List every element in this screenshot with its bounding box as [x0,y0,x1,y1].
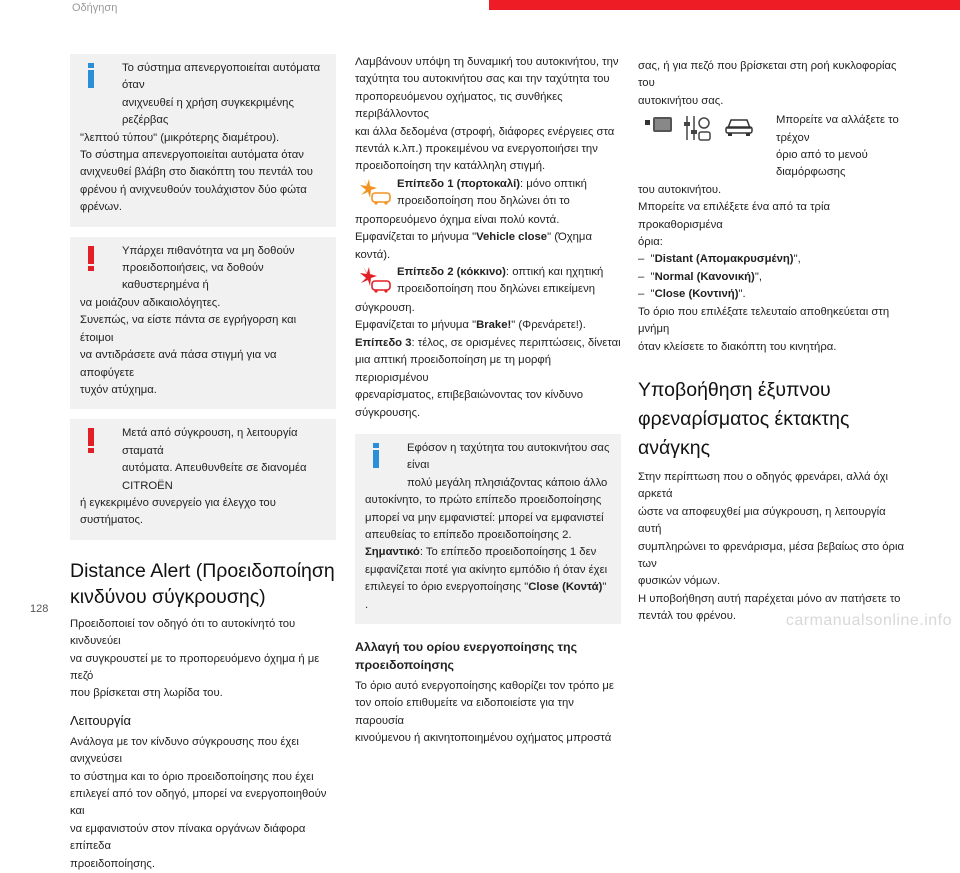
body-line: προειδοποίηση που δηλώνει ότι το [397,195,570,208]
body-line: Λαμβάνουν υπόψη τη δυναμική του αυτοκινήτου, την [355,56,619,68]
note-line: Το σύστημα απενεργοποιείται αυτόματα όταν [80,149,304,162]
body-line: συμπληρώνει το φρενάρισμα, μέσα βεβαίως στο όρια των [638,540,904,570]
menu-path-icons [644,112,772,148]
body-text: : τέλος, σε ορισμένες περιπτώσεις, δίνεται [411,336,621,349]
option-label: Close (Κοντινή) [654,288,739,301]
body-line: Προειδοποιεί τον οδηγό ότι το αυτοκίνητό του κινδυνεύει [70,617,296,648]
note-line: να μοιάζουν αδικαιολόγητες. [80,296,221,309]
running-head: Οδήγηση [72,2,118,14]
note-line: μπορεί να μην εμφανιστεί: μπορεί να εμφανιστεί [365,511,604,524]
note-text: " . [365,581,607,611]
body-line: προπορευόμενο όχημα είναι πολύ κοντά. [355,213,560,226]
note-line: αυτοκίνητο, το πρώτο επίπεδο προειδοποίησης [365,494,602,507]
close-threshold-label: Close (Κοντά) [528,581,603,594]
header-accent-bar [489,0,960,10]
note-line: ανιχνευθεί βλάβη στο διακόπτη του πεντάλ του [80,166,313,179]
body-line: επιλεγεί από τον οδηγό, μπορεί να ενεργοποιηθούν και [70,788,327,818]
column-middle [355,54,621,748]
body-line: όριο από το μενού διαμόρφωσης [776,149,868,179]
threshold-options [638,251,904,303]
note-text: επιλεγεί το όριο ενεργοποίησης " [365,581,529,594]
body-text: Εμφανίζεται το μήνυμα " [355,319,477,332]
note-line: φρένων. [80,201,123,214]
body-line: του αυτοκινήτου. [638,183,722,196]
column-right [638,58,904,626]
section-heading-distance-alert [70,558,336,610]
body-line: Στην περίπτωση που ο οδηγός φρενάρει, αλλά όχι αρκετά [638,470,889,501]
info-note [70,54,336,227]
warning-level-1 [355,176,621,212]
note-line: να αντιδράσετε ανά πάσα στιγμή για να αποφύγετε [80,349,277,379]
warning-icon [86,246,96,272]
section-heading-emergency-braking-assist [638,376,904,463]
body-line: Η υποβοήθηση αυτή παρέχεται μόνο αν πατήσετε το [638,592,901,605]
info-note [355,434,621,624]
message-vehicle-close: Vehicle close [476,231,548,244]
body-line: που βρίσκεται στη λωρίδα του. [70,687,223,700]
note-line: τυχόν ατύχημα. [80,383,157,396]
warning-note [70,419,336,539]
body-line: αυτοκινήτου σας. [638,94,724,107]
note-line: ή εγκεκριμένο συνεργείο για έλεγχο του συστήματος. [80,496,276,527]
note-line: ανιχνευθεί η χρήση συγκεκριμένης ρεζέρβας [122,96,294,127]
body-line: σας, ή για πεζό που βρίσκεται στη ροή κυκλοφορίας του [638,60,897,90]
menu-path-row [638,112,904,182]
note-line: Εφόσον η ταχύτητα του αυτοκινήτου σας είναι [407,441,610,472]
body-line: τον οποίο επιθυμείτε να ειδοποιείστε για την παρουσία [355,697,574,727]
heading-line: φρεναρίσματος έκτακτης [638,407,850,430]
body-line: και άλλα δεδομένα (στροφή, διάφορες ενέργειες στα [355,125,615,138]
note-line: απευθείας το επίπεδο προειδοποίησης 2. [365,528,572,541]
important-label: Σημαντικό [365,546,420,559]
level-1-title: Επίπεδο 1 (πορτοκαλί) [397,177,520,190]
option-label: Normal (Κανονική) [654,270,755,283]
collision-warning-orange-icon [357,176,393,206]
body-line: προπορευόμενου οχήματος, τις συνθήκες περιβάλλοντος [355,90,563,121]
driving-car-icon [724,114,754,138]
note-line: Το σύστημα απενεργοποιείται αυτόματα όταν [122,62,321,92]
body-line: προειδοποίησης. [70,857,156,870]
heading-line: Αλλαγή του ορίου ενεργοποίησης της [355,639,578,654]
info-icon [86,63,96,89]
option-label: Distant (Απομακρυσμένη) [654,253,794,266]
body-line: να συγκρουστεί με το προπορευόμενο όχημα ή με πεζό [70,652,320,682]
note-line: Συνεπώς, να είστε πάντα σε εγρήγορση και έτοιμοι [80,314,297,344]
watermark: carmanualsonline.info [785,612,952,629]
column-left [70,54,336,873]
body-line: σύγκρουση. [355,302,415,315]
body-line: κινούμενου ή ακινητοποιημένου οχήματος μπροστά [355,732,612,745]
info-icon [371,443,381,469]
body-line: πεντάλ του φρένου. [638,610,737,623]
body-line: ταχύτητα του αυτοκινήτου σας και την ταχύτητα του [355,73,610,86]
heading-line: ανάγκης [638,436,711,459]
subheading-threshold-change [355,638,621,674]
body-text: : οπτική και ηχητική [505,266,604,279]
body-line: ώστε να αποφευχθεί μια σύγκρουση, η λειτουργία αυτή [638,505,886,536]
body-text: " (Φρενάρετε!). [511,319,586,332]
note-line: Μετά από σύγκρουση, η λειτουργία σταματά [122,427,298,457]
body-line: Μπορείτε να επιλέξετε ένα από τα τρία προκαθορισμένα [638,201,831,231]
heading-line: Υποβοήθηση έξυπνου [638,378,831,401]
body-line: όρια: [638,236,663,249]
message-brake: Brake! [476,319,512,332]
body-line: πεντάλ κ.λπ.) προκειμένου να ενεργοποιήσει την [355,143,598,156]
note-line: προειδοποιήσεις, να δοθούν καθυστερημένα ή [122,262,264,292]
note-text: : Το επίπεδο προειδοποίησης 1 δεν [419,546,597,559]
body-line: φρεναρίσματος, επιβεβαιώνοντας τον κίνδυνο [355,389,584,402]
body-line: Ανάλογα με τον κίνδυνο σύγκρουσης που έχει ανιχνεύσει [70,735,299,766]
warning-level-2 [355,264,621,300]
level-2-title: Επίπεδο 2 (κόκκινο) [397,266,506,279]
note-line: Υπάρχει πιθανότητα να μη δοθούν [122,244,295,257]
warning-icon [86,428,96,454]
body-line: προειδοποίηση που δηλώνει επικείμενη [397,283,596,296]
body-line: σύγκρουσης. [355,406,421,419]
warning-note [70,237,336,410]
body-line: Το όριο αυτό ενεργοποίησης καθορίζει τον τρόπο με [355,679,614,692]
body-line: μια απτική προειδοποίηση με τη μορφή περιορισμένου [355,354,552,384]
level-3-title: Επίπεδο 3 [355,336,412,349]
note-line: πολύ μεγάλη πλησιάζοντας κάποιο άλλο [407,476,608,489]
heading-line: προειδοποίησης [355,657,454,672]
settings-sliders-icon [682,114,712,144]
body-text: : μόνο οπτική [520,177,587,190]
collision-warning-red-icon [357,264,393,294]
note-line: αυτόματα. Απευθυνθείτε σε διανομέα CITROËN [122,462,307,492]
body-text: Εμφανίζεται το μήνυμα " [355,231,477,244]
body-line: φυσικών νόμων. [638,575,721,588]
body-line: το σύστημα και το όριο προειδοποίησης που έχει [70,770,314,783]
note-line: φρένου ή ανιχνευθούν τουλάχιστον δύο φώτα [80,183,307,196]
touchscreen-menu-icon [644,114,674,138]
note-line: εμφανίζεται ποτέ για ακίνητο εμπόδιο ή όταν έχει [365,563,608,576]
body-line: όταν κλείσετε το διακόπτη του κινητήρα. [638,340,837,353]
body-text: " (Όχημα κοντά). [355,231,592,261]
page-number: 128 [30,603,49,615]
threshold-option-normal: – "Normal (Κανονική)", [638,270,762,283]
body-line: Το όριο που επιλέξατε τελευταίο αποθηκεύεται στη μνήμη [638,305,890,336]
body-line: προειδοποίηση την κατάλληλη στιγμή. [355,160,546,173]
threshold-option-distant: – "Distant (Απομακρυσμένη)", [638,253,801,266]
body-line: Μπορείτε να αλλάξετε το τρέχον [776,114,899,144]
threshold-option-close: – "Close (Κοντινή)". [638,288,746,301]
heading-line: κινδύνου σύγκρουσης) [70,585,266,608]
note-line: "λεπτού τύπου" (μικρότερης διαμέτρου). [80,131,280,144]
heading-line: Distance Alert (Προειδοποίηση [70,559,335,582]
body-line: να εμφανιστούν στον πίνακα οργάνων διάφορα επίπεδα [70,822,306,853]
subheading-operation: Λειτουργία [70,712,131,728]
